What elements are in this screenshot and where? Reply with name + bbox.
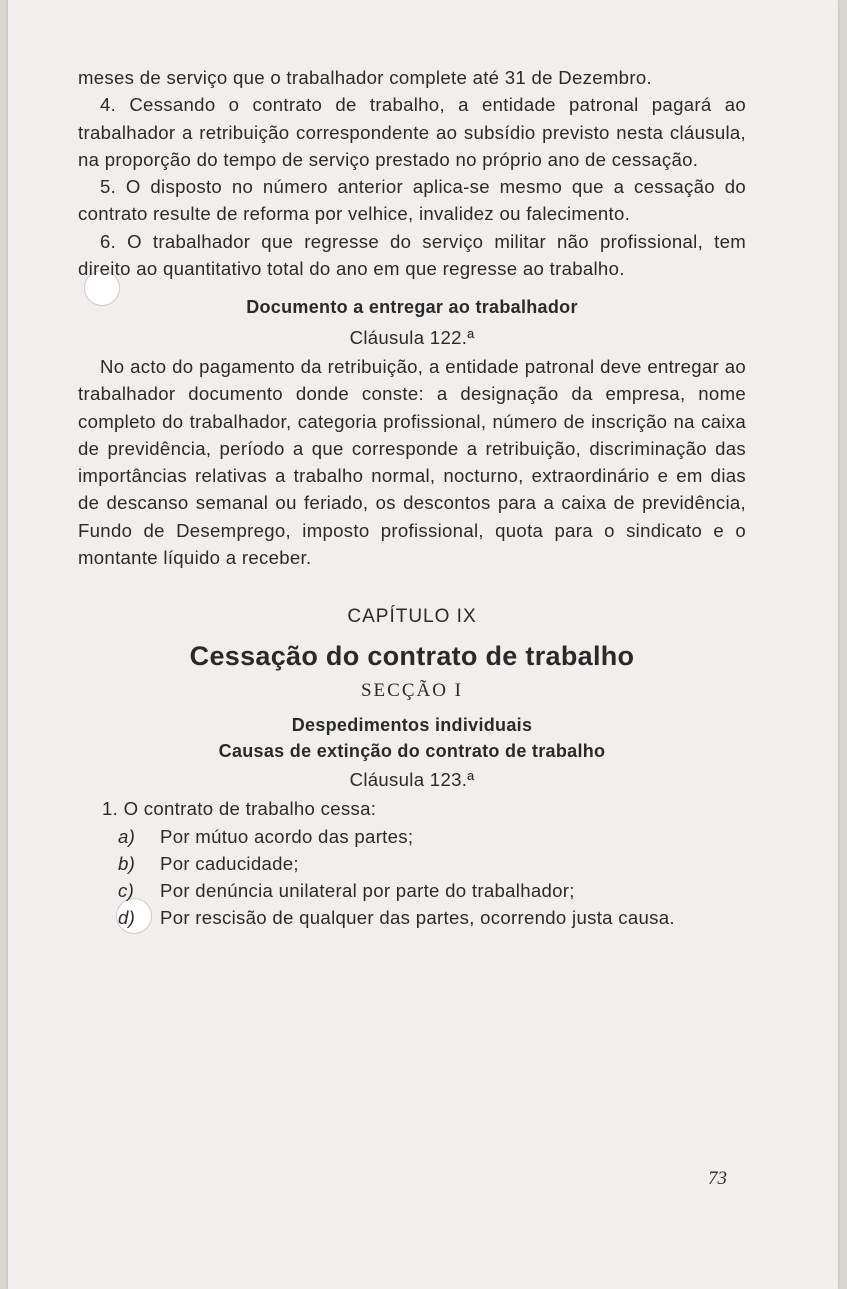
paragraph-item-5: 5. O disposto no número anterior aplica-se mesmo que a cessação do contrato resulte de reforma por velhice, invalidez ou falecimento. bbox=[78, 176, 746, 225]
document-page bbox=[8, 0, 838, 1289]
list-item-text: Por caducidade; bbox=[160, 852, 299, 874]
clause-title-123: Cláusula 123.ª bbox=[349, 768, 475, 790]
list-item bbox=[118, 823, 746, 850]
clause-title-122: Cláusula 122.ª bbox=[349, 326, 475, 348]
chapter-title: Cessação do contrato de trabalho bbox=[189, 640, 635, 671]
paragraph-item-6: 6. O trabalhador que regresse do serviço militar não profissional, tem direito ao quantitativo total do ano em que regresse ao trabalho. bbox=[78, 230, 746, 280]
clause-122-body: No acto do pagamento da retribuição, a entidade patronal deve entregar ao trabalhador documento donde conste: a designação da empresa, nome completo do trabalhador, categoria profissional, número de inscrição na caixa de previdência, período a que corresponde a retribuição, discriminação das importâncias relativas a trabalho normal, nocturno, extraordinário e em dias de descanso semanal ou feriado, os descontos para a caixa de previdência, Fundo de Desemprego, imposto profissional, quota para o sindicato e o montante líquido a receber. bbox=[78, 355, 746, 569]
list-item bbox=[118, 877, 746, 904]
subheading-individual-dismissals: Despedimentos individuais bbox=[291, 714, 533, 735]
section-label: SECÇÃO I bbox=[360, 679, 464, 701]
list-intro: 1. O contrato de trabalho cessa: bbox=[102, 798, 377, 820]
list-item bbox=[118, 850, 746, 877]
list-item-label: a) bbox=[118, 825, 136, 847]
paragraph-item-4: 4. Cessando o contrato de trabalho, a entidade patronal pagará ao trabalhador a retribuição correspondente ao subsídio previsto nesta cláusula, na proporção do tempo de serviço prestado no próprio ano de cessação. bbox=[78, 94, 746, 170]
chapter-label: CAPÍTULO IX bbox=[347, 606, 477, 628]
list-item-text: Por denúncia unilateral por parte do trabalhador; bbox=[160, 880, 575, 902]
list-item-label: b) bbox=[118, 852, 136, 874]
list-item bbox=[118, 904, 746, 931]
list-item-text: Por rescisão de qualquer das partes, ocorrendo justa causa. bbox=[160, 907, 675, 929]
subheading-termination-causes: Causas de extinção do contrato de trabalho bbox=[218, 740, 606, 761]
page-number: 73 bbox=[708, 1168, 727, 1189]
list-item-label: d) bbox=[118, 907, 136, 929]
page-content bbox=[78, 64, 746, 932]
list-item-text: Por mútuo acordo das partes; bbox=[160, 825, 414, 847]
section-heading: Documento a entregar ao trabalhador bbox=[246, 297, 578, 318]
paragraph-continuation: meses de serviço que o trabalhador complete até 31 de Dezembro. bbox=[78, 67, 652, 88]
list-item-label: c) bbox=[118, 880, 135, 902]
